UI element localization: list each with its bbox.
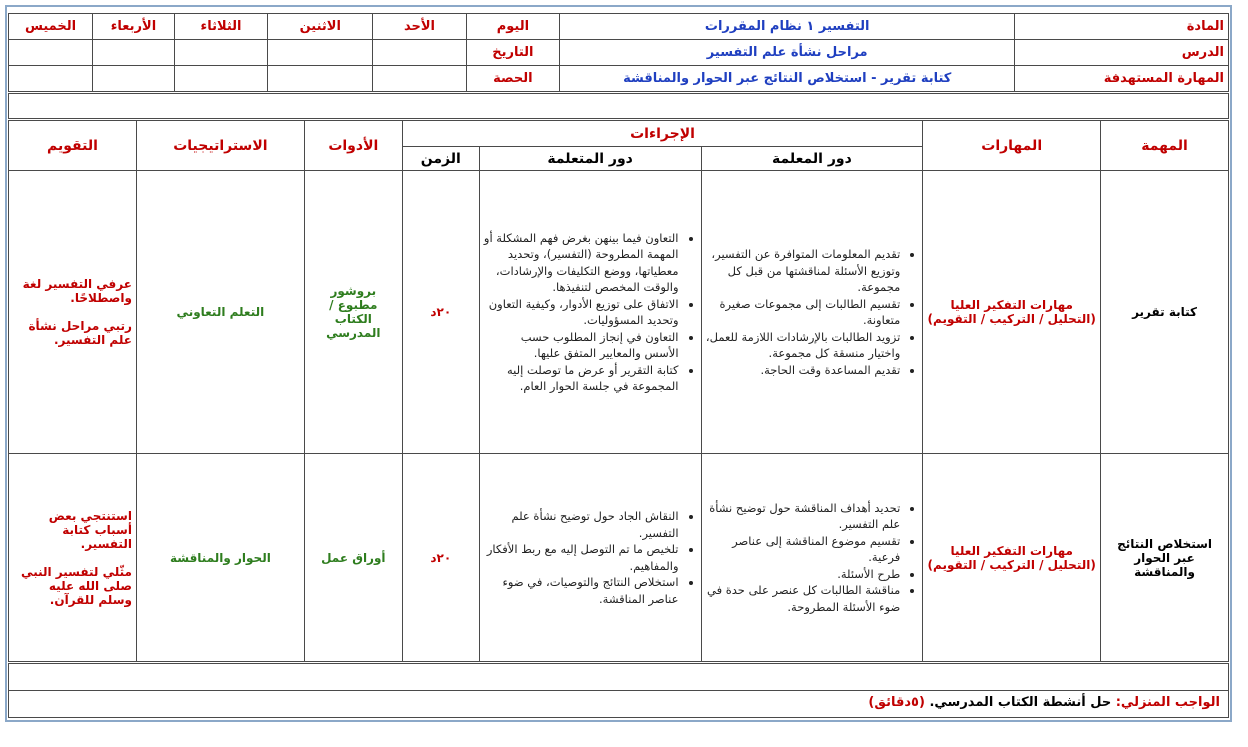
header-student-role: دور المتعلمة — [479, 147, 701, 171]
subject-label: المادة — [1015, 14, 1229, 40]
evaluation-question: استنتجي بعض أسباب كتابة التفسير. — [48, 508, 132, 551]
task-cell: استخلاص النتائج عبر الحوار والمناقشة — [1101, 454, 1229, 662]
period-cell — [174, 66, 267, 92]
header-procedures: الإجراءات — [402, 121, 923, 147]
period-cell — [268, 66, 373, 92]
header-time: الزمن — [402, 147, 479, 171]
evaluation-question: مثّلي لتفسير النبي صلى الله عليه وسلم للقرآن. — [21, 564, 132, 607]
teacher-role-list — [706, 500, 919, 616]
date-cell — [9, 40, 93, 66]
spacer-bar — [8, 663, 1229, 690]
task-cell: كتابة تقرير — [1101, 171, 1229, 454]
teacher-role-list — [706, 246, 919, 378]
period-cell — [373, 66, 466, 92]
evaluation-question: رتبي مراحل نشأة علم التفسير. — [28, 319, 132, 347]
homework-duration: (٥دقائق) — [868, 695, 925, 710]
evaluation-cell — [9, 454, 137, 662]
day-wednesday: الأربعاء — [93, 14, 175, 40]
day-label: اليوم — [466, 14, 559, 40]
list-item: • التعاون فيما بينهن بغرض فهم المشكلة أو المهمة المطروحة (التفسير)، وتحديد معطياتها، ووضع التكليفات والإرشادات، والوقت المخصص لتنفيذها. — [484, 230, 679, 296]
list-item: • الاتفاق على توزيع الأدوار، وكيفية التعاون وتحديد المسؤوليات. — [484, 296, 679, 329]
homework-label: الواجب المنزلي: — [1115, 695, 1220, 710]
skills-cell: مهارات التفكير العليا (التحليل / التركيب / التقويم) — [923, 454, 1101, 662]
time-cell: ٢٠د — [402, 171, 479, 454]
date-label: التاريخ — [466, 40, 559, 66]
list-item: • تزويد الطالبات بالإرشادات اللازمة للعمل، واختيار منسقة كل مجموعة. — [706, 329, 901, 362]
list-item: • تلخيص ما تم التوصل إليه مع ربط الأفكار والمفاهيم. — [484, 541, 679, 574]
header-evaluation: التقويم — [9, 121, 137, 171]
skill-label: المهارة المستهدفة — [1015, 66, 1229, 92]
header-skills: المهارات — [923, 121, 1101, 171]
student-role-list — [484, 230, 697, 395]
list-item: • تقسيم الطالبات إلى مجموعات صغيرة متعاونة. — [706, 296, 901, 329]
teacher-role-cell — [701, 171, 923, 454]
period-cell — [9, 66, 93, 92]
list-item: • تحديد أهداف المناقشة حول توضيح نشأة علم التفسير. — [706, 500, 901, 533]
day-tuesday: الثلاثاء — [174, 14, 267, 40]
list-item: • طرح الأسئلة. — [706, 566, 901, 583]
list-item: • تقديم المساعدة وقت الحاجة. — [706, 362, 901, 379]
list-item: • النقاش الجاد حول توضيح نشأة علم التفسير. — [484, 508, 679, 541]
student-role-cell — [479, 454, 701, 662]
time-cell: ٢٠د — [402, 454, 479, 662]
strategy-cell: التعلم التعاوني — [136, 171, 304, 454]
date-cell — [174, 40, 267, 66]
period-label: الحصة — [466, 66, 559, 92]
spacer-bar — [8, 93, 1229, 119]
skill-value: كتابة تقرير - استخلاص النتائج عبر الحوار والمناقشة — [560, 66, 1015, 92]
day-thursday: الخميس — [9, 14, 93, 40]
homework-bar — [8, 690, 1229, 718]
header-teacher-role: دور المعلمة — [701, 147, 923, 171]
list-item: • استخلاص النتائج والتوصيات، في ضوء عناصر المناقشة. — [484, 574, 679, 607]
date-cell — [373, 40, 466, 66]
list-item: • كتابة التقرير أو عرض ما توصلت إليه المجموعة في جلسة الحوار العام. — [484, 362, 679, 395]
skills-cell: مهارات التفكير العليا (التحليل / التركيب / التقويم) — [923, 171, 1101, 454]
evaluation-cell — [9, 171, 137, 454]
homework-text: حل أنشطة الكتاب المدرسي. — [929, 695, 1112, 710]
student-role-cell — [479, 171, 701, 454]
lesson-label: الدرس — [1015, 40, 1229, 66]
list-item: • تقسيم موضوع المناقشة إلى عناصر فرعية. — [706, 533, 901, 566]
lesson-header-table — [8, 13, 1229, 92]
date-cell — [93, 40, 175, 66]
day-sunday: الأحد — [373, 14, 466, 40]
header-strategies: الاستراتيجيات — [136, 121, 304, 171]
evaluation-question: عرفي التفسير لغة واصطلاحًا. — [22, 277, 132, 305]
subject-value: التفسير ١ نظام المقررات — [560, 14, 1015, 40]
header-task: المهمة — [1101, 121, 1229, 171]
list-item: • مناقشة الطالبات كل عنصر على حدة في ضوء الأسئلة المطروحة. — [706, 582, 901, 615]
day-monday: الاثنين — [268, 14, 373, 40]
list-item: • التعاون في إنجاز المطلوب حسب الأسس والمعايير المتفق عليها. — [484, 329, 679, 362]
header-tools: الأدوات — [304, 121, 402, 171]
teacher-role-cell — [701, 454, 923, 662]
strategy-cell: الحوار والمناقشة — [136, 454, 304, 662]
student-role-list — [484, 508, 697, 607]
date-cell — [268, 40, 373, 66]
tools-cell: بروشور مطبوع / الكتاب المدرسي — [304, 171, 402, 454]
list-item: • تقديم المعلومات المتوافرة عن التفسير، وتوزيع الأسئلة لمناقشتها من قبل كل مجموعة. — [706, 246, 901, 296]
period-cell — [93, 66, 175, 92]
lesson-value: مراحل نشأة علم التفسير — [560, 40, 1015, 66]
tools-cell: أوراق عمل — [304, 454, 402, 662]
procedures-table — [8, 120, 1229, 662]
